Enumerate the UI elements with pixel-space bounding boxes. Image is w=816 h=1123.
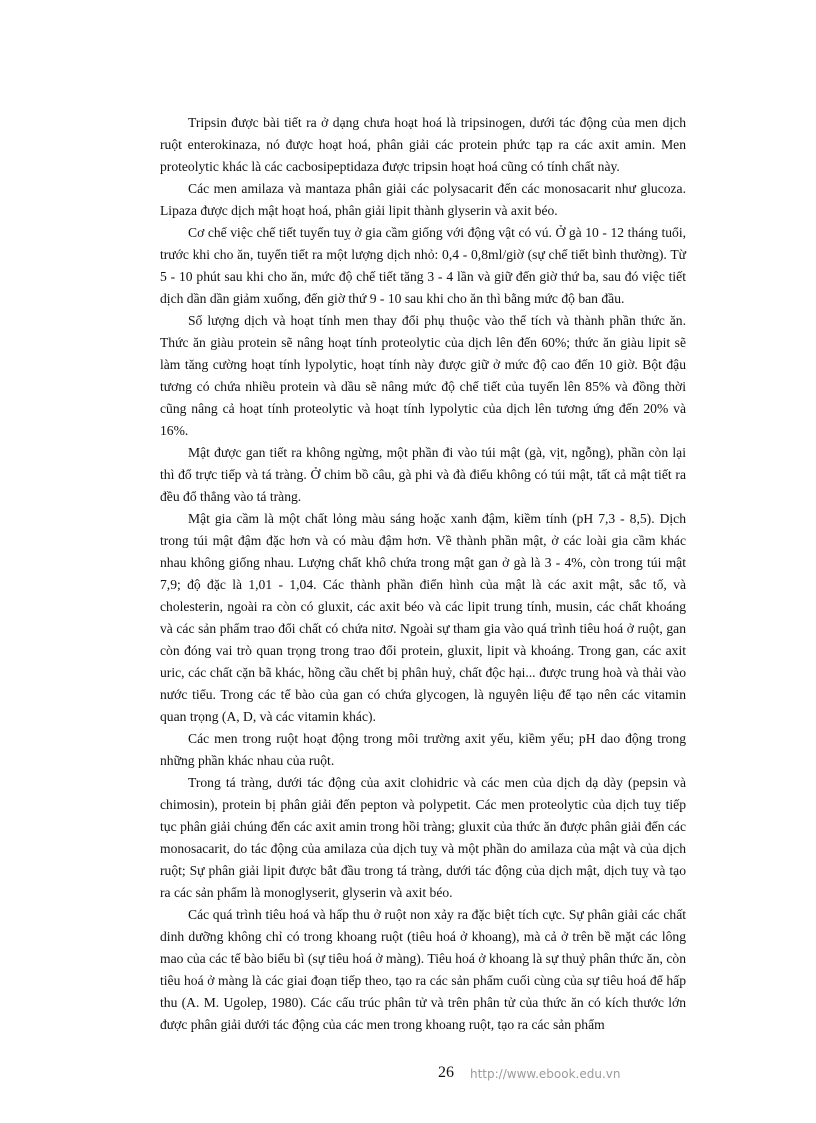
page-number: 26 <box>438 1064 454 1081</box>
paragraph-bile-secretion: Mật được gan tiết ra không ngừng, một phần đi vào túi mật (gà, vịt, ngỗng), phần còn lại thì đổ trực tiếp và tá tràng. Ở chim bồ câu, gà phi và đà điểu không có túi mật, tất cả mật tiết ra đều đổ thẳng vào tá tràng. <box>160 445 686 504</box>
paragraph-duodenum-digestion: Trong tá tràng, dưới tác động của axit clohidric và các men của dịch dạ dày (pepsin và chimosin), protein bị phân giải đến pepton và polypetit. Các men proteolytic của dịch tuỵ tiếp tục phân giải chúng đến các axit amin trong hồi tràng; gluxit của thức ăn được phân giải đến các monosacarit, do tác động của amilaza của dịch tuỵ và một phần do amilaza của mật và của dịch ruột; Sự phân giải lipit được bắt đầu trong tá tràng, dưới tác động của dịch mật, dịch tuỵ và tạo ra các sản phẩm là monoglyserit, glyserin và axit béo. <box>160 775 686 900</box>
paragraph-amilaza: Các men amilaza và mantaza phân giải các polysacarit đến các monosacarit như glucoza. Lipaza được dịch mật hoạt hoá, phân giải lipit thành glyserin và axit béo. <box>160 181 686 218</box>
paragraph-enzyme-activity: Số lượng dịch và hoạt tính men thay đổi phụ thuộc vào thể tích và thành phần thức ăn. Thức ăn giàu protein sẽ nâng hoạt tính proteolytic của dịch lên đến 60%; thức ăn giàu lipit sẽ làm tăng cường hoạt tính lypolytic, hoạt tính này được giữ ở mức độ cao đến 10 giờ. Bột đậu tương có chứa nhiều protein và dầu sẽ nâng mức độ chế tiết của tuyến lên 85% và đồng thời cũng nâng cả hoạt tính proteolytic và hoạt tính lypolytic của dịch lên tương ứng đến 20% và 16%. <box>160 313 686 438</box>
paragraph-intestinal-ph: Các men trong ruột hoạt động trong môi trường axit yếu, kiềm yếu; pH dao động trong những phần khác nhau của ruột. <box>160 731 686 768</box>
paragraph-small-intestine: Các quá trình tiêu hoá và hấp thu ở ruột non xảy ra đặc biệt tích cực. Sự phân giải các chất dinh dưỡng không chỉ có trong khoang ruột (tiêu hoá ở khoang), mà cả ở trên bề mặt các lông mao của các tế bào biểu bì (sự tiêu hoá ở màng). Tiêu hoá ở khoang là sự thuỷ phân thức ăn, còn tiêu hoá ở màng là các giai đoạn tiếp theo, tạo ra các sản phẩm cuối cùng của sự tiêu hoá để hấp thu (A. M. Ugolep, 1980). Các cấu trúc phân tử và trên phân tử của thức ăn có kích thước lớn được phân giải dưới tác động của các men trong khoang ruột, tạo ra các sản phẩm <box>160 907 686 1032</box>
page-footer <box>0 1062 816 1084</box>
paragraph-bile-composition: Mật gia cầm là một chất lỏng màu sáng hoặc xanh đậm, kiềm tính (pH 7,3 - 8,5). Dịch trong túi mật đậm đặc hơn và có màu đậm hơn. Về thành phần mật, ở các loài gia cầm khác nhau không giống nhau. Lượng chất khô chứa trong mật gan ở gà là 3 - 4%, còn trong túi mật 7,9; độ đặc là 1,01 - 1,04. Các thành phần điển hình của mật là các axit mật, sắc tố, và cholesterin, ngoài ra còn có gluxit, các axit béo và các lipit trung tính, musin, các chất khoáng và các sản phẩm trao đổi chất có chứa nitơ. Ngoài sự tham gia vào quá trình tiêu hoá ở ruột, gan còn đóng vai trò quan trọng trong trao đổi protein, gluxit, lipit và khoáng. Trong gan, các axit uric, các chất cặn bã khác, hồng cầu chết bị phân huỷ, chất độc hại... được trung hoà và thải vào nước tiểu. Trong các tế bào của gan có chứa glycogen, là nguyên liệu để tạo nên các vitamin quan trọng (A, D, và các vitamin khác). <box>160 511 686 724</box>
paragraph-secretion-mechanism: Cơ chế việc chế tiết tuyến tuỵ ở gia cầm giống với động vật có vú. Ở gà 10 - 12 tháng tuổi, trước khi cho ăn, tuyến tiết ra một lượng dịch nhỏ: 0,4 - 0,8ml/giờ (sự chế tiết bình thường). Từ 5 - 10 phút sau khi cho ăn, mức độ chế tiết tăng 3 - 4 lần và giữ đến giờ thứ ba, sau đó việc tiết dịch dần dần giảm xuống, đến giờ thứ 9 - 10 sau khi cho ăn thì bằng mức độ ban đầu. <box>160 225 686 306</box>
body-text <box>160 112 686 1036</box>
paragraph-tripsin: Tripsin được bài tiết ra ở dạng chưa hoạt hoá là tripsinogen, dưới tác động của men dịch ruột enterokinaza, nó được hoạt hoá, phân giải các protein phức tạp ra các axit amin. Men proteolytic khác là các cacbosipeptidaza được tripsin hoạt hoá cũng có tính chất này. <box>160 115 686 174</box>
source-url-link[interactable]: http://www.ebook.edu.vn <box>470 1067 621 1081</box>
